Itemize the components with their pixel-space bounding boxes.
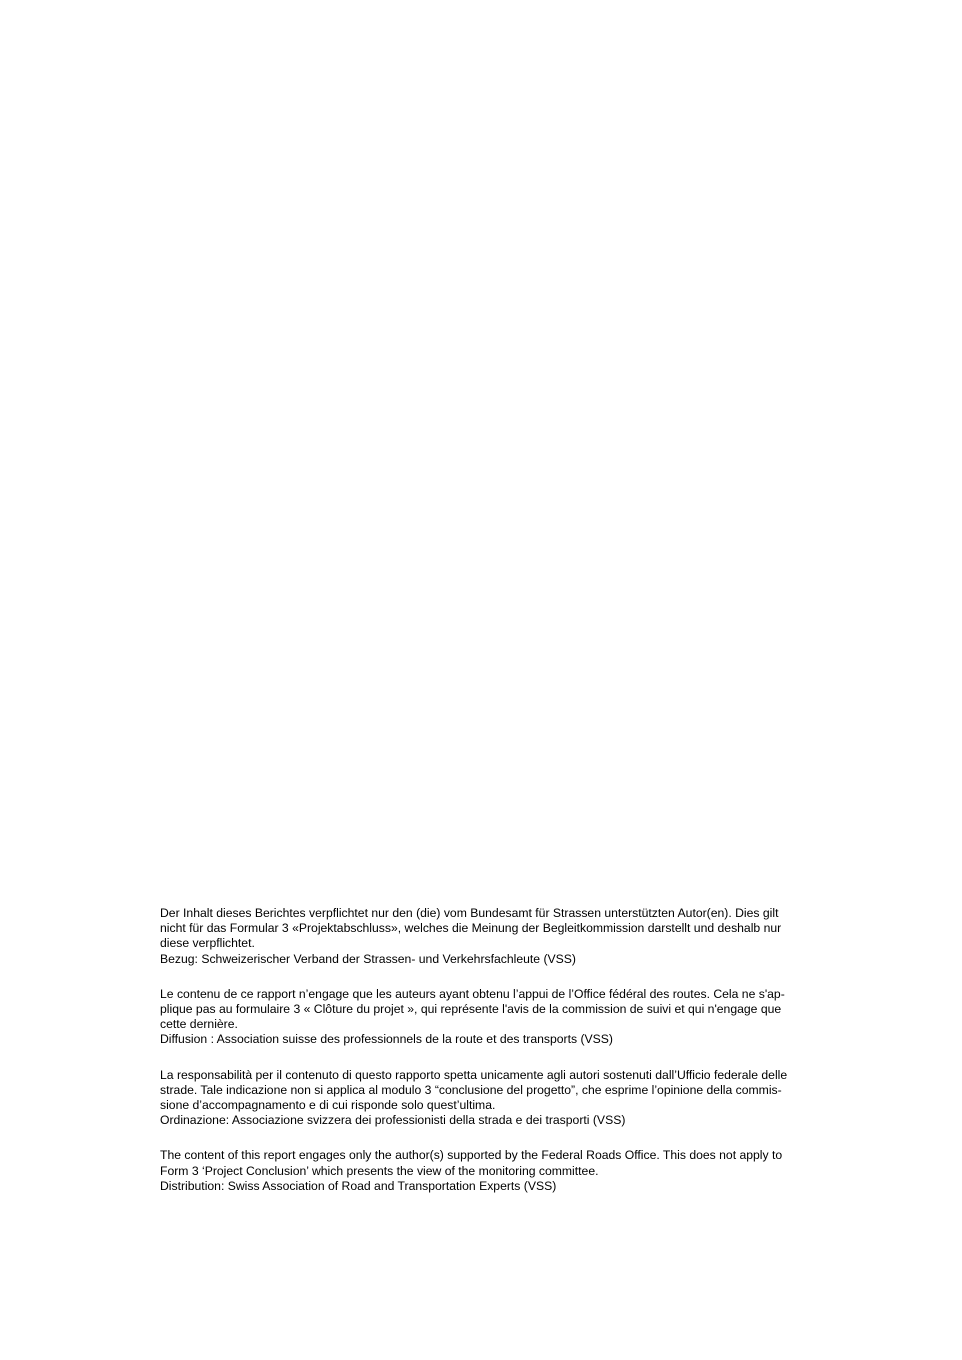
- disclaimer-line: La responsabilità per il contenuto di questo rapporto spetta unicamente agli autori sostenuti dall’Ufficio federale delle: [160, 1067, 788, 1082]
- disclaimer-reference: Distribution: Swiss Association of Road and Transportation Experts (VSS): [160, 1178, 557, 1193]
- disclaimer-italian: [160, 1068, 826, 1129]
- disclaimer-line: nicht für das Formular 3 «Projektabschluss», welches die Meinung der Begleitkommission darstellt und deshalb nur: [160, 921, 782, 936]
- disclaimer-reference: Ordinazione: Associazione svizzera dei professionisti della strada e dei trasporti (VSS): [160, 1113, 626, 1128]
- disclaimer-reference: Diffusion : Association suisse des professionnels de la route et des transports (VSS): [160, 1032, 613, 1047]
- disclaimer-line: plique pas au formulaire 3 « Clôture du projet », qui représente l'avis de la commission de suivi et qui n'engage que: [160, 1002, 782, 1017]
- disclaimer-line: cette dernière.: [160, 1017, 238, 1032]
- disclaimer-line: The content of this report engages only the author(s) supported by the Federal Roads Office. This does not apply to: [160, 1148, 783, 1163]
- disclaimer-section: [160, 906, 826, 1214]
- disclaimer-line: Der Inhalt dieses Berichtes verpflichtet nur den (die) vom Bundesamt für Strassen unterstützten Autor(en). Dies gilt: [160, 906, 779, 920]
- disclaimer-english: [160, 1148, 826, 1194]
- disclaimer-line: strade. Tale indicazione non si applica al modulo 3 “conclusione del progetto”, che esprime l’opinione della commis-: [160, 1082, 782, 1097]
- disclaimer-reference: Bezug: Schweizerischer Verband der Strassen- und Verkehrsfachleute (VSS): [160, 951, 576, 966]
- disclaimer-french: [160, 987, 826, 1048]
- disclaimer-line: diese verpflichtet.: [160, 936, 255, 951]
- disclaimer-line: Form 3 ‘Project Conclusion’ which presents the view of the monitoring committee.: [160, 1163, 599, 1178]
- disclaimer-line: sione d’accompagnamento e di cui risponde solo quest’ultima.: [160, 1098, 496, 1113]
- disclaimer-line: Le contenu de ce rapport n’engage que les auteurs ayant obtenu l’appui de l’Office fédéral des routes. Cela ne s'ap-: [160, 986, 785, 1001]
- disclaimer-german: [160, 906, 826, 967]
